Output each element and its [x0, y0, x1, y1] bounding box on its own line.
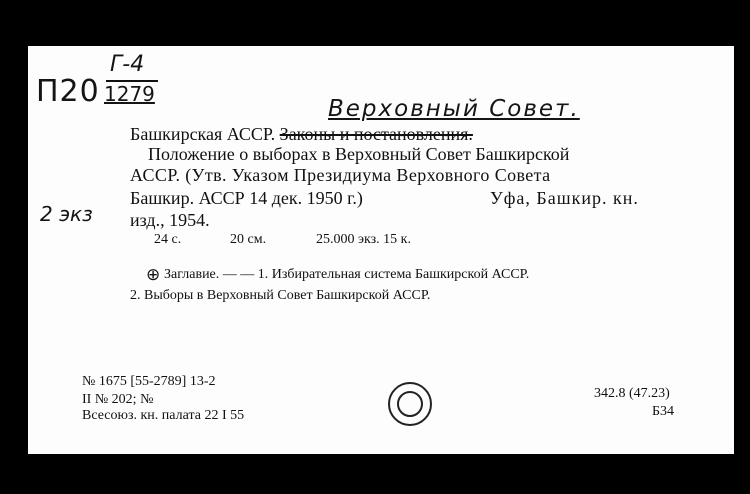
subject-line-2: 2. Выборы в Верховный Совет Башкирской АССР. [130, 288, 431, 303]
handwritten-heading: Верховный Совет. [328, 96, 580, 122]
card-number: № 1675 [55-2789] 13-2 [82, 374, 216, 389]
classification-udc: 342.8 (47.23) [594, 386, 670, 401]
title-line-3: Башкир. АССР 14 дек. 1950 г.) [130, 188, 363, 208]
author-line [130, 124, 473, 145]
subject-marker: ⊕ [146, 265, 161, 284]
catalog-card [28, 46, 734, 454]
card-registration: II № 202; № [82, 392, 154, 407]
pages: 24 с. [154, 232, 182, 247]
handwritten-copies: 2 экз [40, 202, 93, 226]
scan-border-top [0, 0, 750, 44]
title-line-5: изд., 1954. [130, 210, 210, 230]
title-line-4-publisher: Уфа, Башкир. кн. [490, 188, 639, 208]
size: 20 см. [230, 232, 267, 247]
struck-heading: Законы и постановления. [279, 124, 473, 144]
title-line-1: Положение о выборах в Верховный Совет Башкирской [148, 144, 570, 164]
classification-bbk: Б34 [652, 404, 675, 419]
book-chamber: Всесоюз. кн. палата 22 I 55 [82, 408, 245, 423]
call-number-lower: 1279 [104, 82, 155, 106]
author-name: Башкирская АССР. [130, 124, 276, 144]
title-line-2: АССР. (Утв. Указом Президиума Верховного Совета [130, 165, 551, 185]
call-number-upper: Г-4 [110, 52, 145, 77]
subject-line-1: Заглавие. — — 1. Избирательная система Башкирской АССР. [164, 267, 530, 282]
round-stamp [388, 382, 432, 426]
print-run-price: 25.000 экз. 15 к. [316, 232, 411, 247]
call-number-main: П20 [36, 74, 100, 109]
